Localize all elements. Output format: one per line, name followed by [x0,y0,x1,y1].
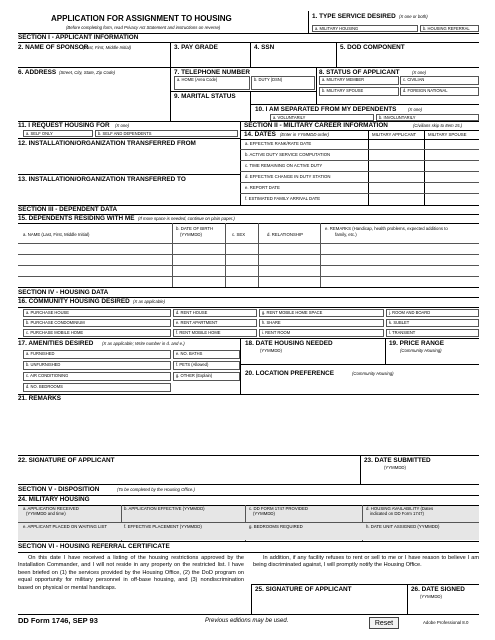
certificate-paragraph-2: In addition, if any facility refuses to rent or sell to me or I have reason to believe I am being discriminated against, I will promptly notify the Housing Office. [253,555,479,569]
field-1-label: 1. TYPE SERVICE DESIRED [312,13,396,20]
status-military-member[interactable]: a. MILITARY MEMBER [319,76,399,85]
housing-self-and-dependents[interactable]: b. SELF AND DEPENDENTS [95,130,238,137]
amenity-pets-allowed[interactable]: f. PETS (Allowed) [173,361,240,370]
desired-rent-apartment[interactable]: e. RENT APARTMENT [173,319,257,327]
desired-transient[interactable]: l. TRANSIENT [386,329,479,337]
form-title: APPLICATION FOR ASSIGNMENT TO HOUSING [51,14,232,23]
desired-rent-mobile-home[interactable]: f. RENT MOBILE HOME [173,329,257,337]
separated-involuntarily[interactable]: b. INVOLUNTARILY [376,114,479,121]
home-phone-field[interactable]: a. HOME (Area Code) [174,76,250,90]
certificate-signature-field[interactable] [252,594,406,614]
address-input[interactable] [18,77,169,121]
form-number: DD Form 1746, SEP 93 [18,616,98,625]
desired-purchase-house[interactable]: a. PURCHASE HOUSE [23,309,171,317]
section-1-heading: SECTION I - APPLICANT INFORMATION [18,34,139,41]
desired-share[interactable]: h. SHARE [259,319,384,327]
duty-phone-field[interactable]: b. DUTY (DSN) [251,76,315,90]
checkbox-military-housing[interactable]: a. MILITARY HOUSING [312,25,418,32]
previous-editions-note: Previous editions may be used. [205,618,289,624]
amenity-furnished[interactable]: a. FURNISHED [23,350,171,359]
section-5-heading: SECTION V - DISPOSITION [18,486,100,493]
status-military-spouse[interactable]: b. MILITARY SPOUSE [319,87,399,96]
section-4-heading: SECTION IV - HOUSING DATA [18,289,109,296]
form-subtitle: (Before completing form, read Privacy Act Statement and instructions on reverse) [66,25,221,30]
amenity-unfurnished[interactable]: b. UNFURNISHED [23,361,171,370]
desired-rent-mobile-home-space[interactable]: g. RENT MOBILE HOME SPACE [259,309,384,317]
separated-voluntarily[interactable]: a. VOLUNTARILY [270,114,374,121]
desired-room-and-board[interactable]: j. ROOM AND BOARD [386,309,479,317]
adobe-version: Adobe Professional 8.0 [423,620,469,625]
amenity-other[interactable]: g. OTHER (Explain) [173,372,240,381]
desired-rent-house[interactable]: d. RENT HOUSE [173,309,257,317]
reset-button[interactable]: Reset [369,617,399,629]
amenity-no-baths[interactable]: e. NO. BATHS [173,350,240,359]
section-3-heading: SECTION III - DEPENDENT DATA [18,206,118,213]
checkbox-housing-referral[interactable]: b. HOUSING REFERRAL [420,25,479,32]
applicant-signature-field[interactable] [18,465,359,484]
transferred-from-input[interactable] [18,148,239,174]
sponsor-name-input[interactable] [18,52,169,67]
housing-application-form: APPLICATION FOR ASSIGNMENT TO HOUSING (Before completing form, read Privacy Act Statement and instructions on reverse) 1. TYPE SERVICE DESIRED (X one or both) a. MILITARY HOUSING b. HOUSING REFERRAL SECTION I - APPLICANT INFORMATION 2. NAME OF SPONSOR (Last, First, Middle Initial) 3. PAY GRADE 4. SSN 5. DOD COMPONENT 6. ADDRESS (Street, City, State, Zip Code) 7. TELEPHONE NUMBER a. HOME (Area Code) b. DUTY (DSN) 9. MARITAL STATUS 8. STATUS OF APPLICANT (X one) a. MILITARY MEMBER c. CIVILIAN b. MILITARY SPOUSE d. FOREIGN NATIONAL 10. I AM SEPARATED FROM MY DEPENDENTS (X one) a. VOLUNTARILY b. INVOLUNTARILY 11. I REQUEST HOUSING FOR (X one) a. SELF ONLY b. SELF AND DEPENDENTS 12. INSTALLATION/ORGANIZATION TRANSFERRED FROM 13. INSTALLATION/ORGANIZATION TRANSFERRED TO SECTION II - MILITARY CAREER INFORMATION (Civilians skip to Item 15.) 14. DATES (Enter in YYMMDD order) MILITARY APPLICANT MILITARY SPOUSE a. EFFECTIVE RANK/RATE DATE b. ACTIVE DUTY SERVICE COMPUTATION c. TIME REMAINING ON ACTIVE DUTY d. EFFECTIVE CHANGE IN DUTY STATION e. REPORT DATE f. ESTIMATED FAMILY ARRIVAL DATE SECTION III - DEPENDENT DATA 15. DEPENDENTS RESIDING WITH ME (If more space is needed, continue on plain paper.) a. NAME (Last, First, Middle Initial) b. DATE OF BIRTH (YYMMDD) c. SEX d. RELATIONSHIP e. REMARKS (Handicap, health problems, expected additions to family, etc.) SECTION IV - HOUSING DATA 16. COMMUNITY HOUSING DESIRED (X as applicable) a. PURCHASE HOUSE b. PURCHASE CONDOMINIUM c. PURCHASE MOBILE HOME d. RENT HOUSE e. RENT APARTMENT f. RENT MOBILE HOME g. RENT MOBILE HOME SPACE h. SHARE i. RENT ROOM j. ROOM AND BOARD k. SUBLET l. TRANSIENT 17. AMENITIES DESIRED (X as applicable; Write number in d. and e.) a. FURNISHED b. UNFURNISHED c. AIR CONDITIONING d. NO. BEDROOMS e. NO. BATHS f. PETS (Allowed) g. OTHER (Explain) 18. DATE HOUSING NEEDED (YYMMDD) 19. PRICE RANGE (Community Housing) 20. LOCATION PREFERENCE (Community Housing) 21. REMARKS 22. SIGNATURE OF APPLICANT 23. DATE SUBMITTED (YYMMDD) SECTION V - DISPOSITION (To be completed by the Housing Office.) 24. MILITARY HOUSING a. APPLICATION RECEIVED (YYMMDD and time) b. APPLICATION EFFECTIVE (YYMMDD) c. DD FORM 1747 PROVIDED (YYMMDD) d. HOUSING AVAILABILITY (Dates indicated on DD Form 1747) e. APPLICANT PLACED ON WAITING LIST f. EFFECTIVE PLACEMENT (YYMMDD) g. BEDROOMS REQUIRED h. DATE UNIT ASSIGNED (YYMMDD) SECTION VI - HOUSING REFERRAL CERTIFICATE On this date I have received a listing of the housing restrictions approved by the Installation Commander, and I will not reside in any property on the restricted list. I have been briefed on (1) the services provided by the Housing Office, (2) the DoD program on equal opportunity for military personnel in off-base housing, and (3) nondiscrimination based on physical or mental handicaps. In addition, if any facility refuses to rent or sell to me or I have reason to believe I am being discriminated against, I will promptly notify the Housing Office. 25. SIGNATURE OF APPLICANT 26. DATE SIGNED (YYMMDD) DD Form 1746, SEP 93 Previous editions may be used. Reset Adobe Professional 8.0 [18,13,479,627]
transferred-to-input[interactable] [18,184,239,205]
section-2-heading: SECTION II - MILITARY CAREER INFORMATION [244,122,388,129]
amenity-air-conditioning[interactable]: c. AIR CONDITIONING [23,372,171,381]
status-civilian[interactable]: c. CIVILIAN [400,76,479,85]
section-6-heading: SECTION VI - HOUSING REFERRAL CERTIFICATE [18,543,170,550]
certificate-paragraph-1: On this date I have received a listing of the housing restrictions approved by the Installation Commander, and I will not reside in any property on the restricted list. I have been briefed on (1) the services provided by the Housing Office, (2) the DoD program on equal opportunity for military personnel in off-base housing, and (3) nondiscrimination based on physical or mental handicaps. [18,555,244,591]
remarks-textarea[interactable] [18,403,479,455]
amenity-no-bedrooms[interactable]: d. NO. BEDROOMS [23,383,171,392]
status-foreign-national[interactable]: d. FOREIGN NATIONAL [400,87,479,96]
desired-sublet[interactable]: k. SUBLET [386,319,479,327]
desired-purchase-mobile-home[interactable]: c. PURCHASE MOBILE HOME [23,329,171,337]
desired-rent-room[interactable]: i. RENT ROOM [259,329,384,337]
housing-self-only[interactable]: a. SELF ONLY [23,130,93,137]
desired-purchase-condominium[interactable]: b. PURCHASE CONDOMINIUM [23,319,171,327]
